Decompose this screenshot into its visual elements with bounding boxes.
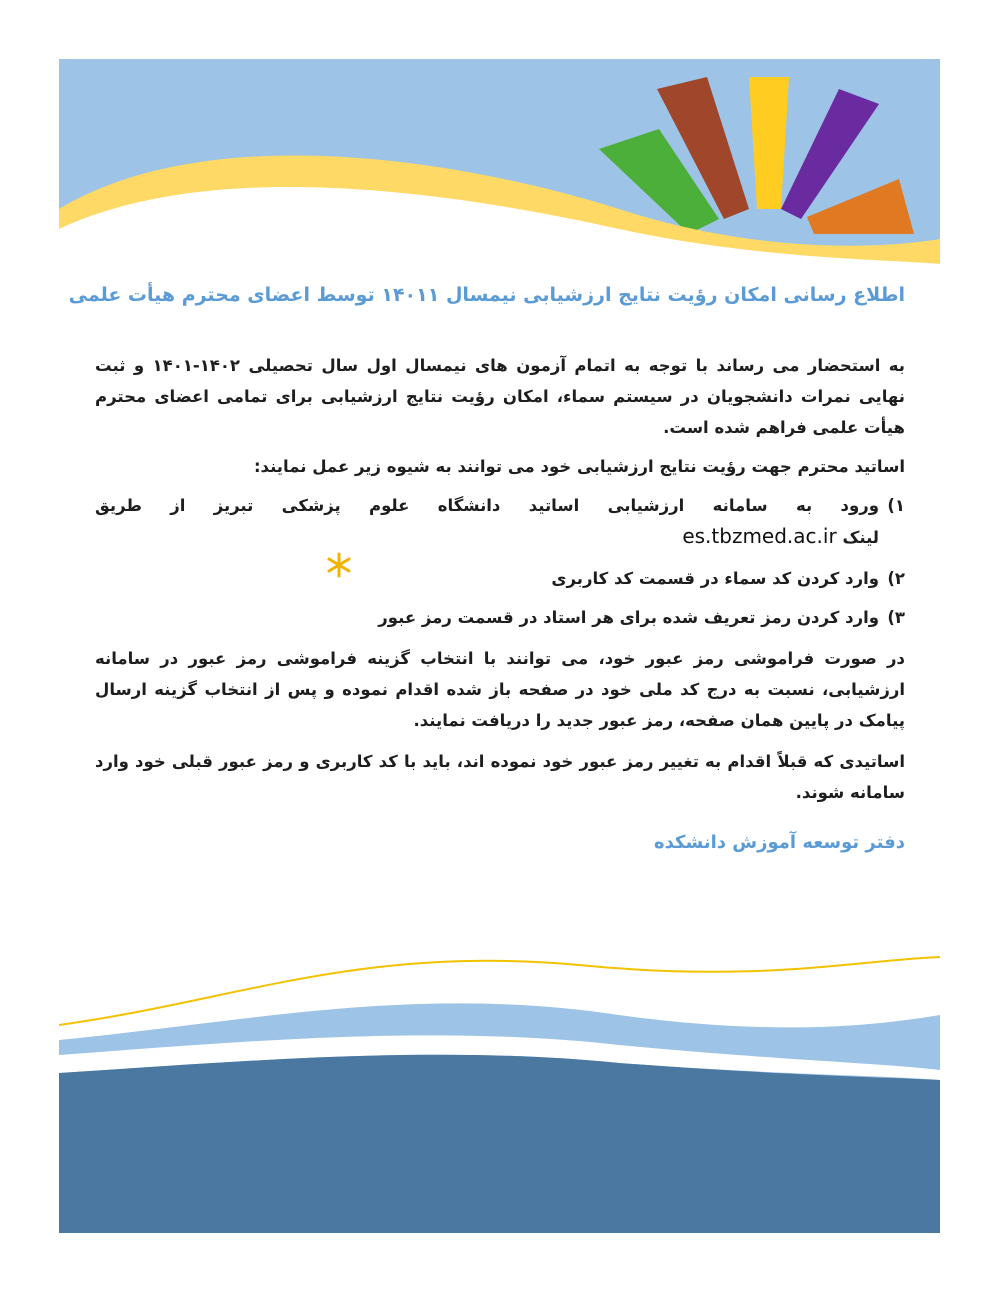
asterisk-icon <box>326 552 352 578</box>
instructions-paragraph: اساتید محترم جهت رؤیت نتایج ارزشیابی خود می توانند به شیوه زیر عمل نمایند: <box>253 457 905 476</box>
password-recovery-paragraph: در صورت فراموشی رمز عبور خود، می توانند با انتخاب گزینه فراموشی رمز عبور در سامانه ارزشیابی، نسبت به درج کد ملی خود در صفحه باز شده اقدام نموده و پس از انتخاب گزینه ارسال پیامک در پایین همان صفحه، رمز عبور جدید را دریافت نمایند. <box>95 649 905 730</box>
dark-blue-wave <box>59 1055 940 1233</box>
signature: دفتر توسعه آموزش دانشکده <box>654 832 905 853</box>
step-text: وارد کردن رمز تعریف شده برای هر استاد در قسمت رمز عبور <box>378 608 879 627</box>
notice-title: اطلاع رسانی امکان رؤیت نتایج ارزشیابی نیمسال ۱۴۰۱۱ توسط اعضای محترم هیأت علمی <box>68 284 905 306</box>
step-number: ۲) <box>887 569 905 588</box>
changed-password-paragraph: اساتیدی که قبلاً اقدام به تغییر رمز عبور خود نموده اند، باید با کد کاربری و رمز عبور قبلی خود وارد سامانه شوند. <box>95 752 905 802</box>
link-line <box>95 521 905 553</box>
notice-content <box>68 270 905 860</box>
step-1 <box>95 490 905 521</box>
footer-banner <box>59 945 940 1233</box>
step-3 <box>95 602 905 633</box>
step-number: ۱) <box>887 496 905 515</box>
step-2 <box>95 563 905 594</box>
step-text: ورود به سامانه ارزشیابی اساتید دانشگاه علوم پزشکی تبریز از طریق <box>95 496 879 515</box>
link-prefix: لینک <box>842 528 879 547</box>
intro-paragraph: به استحضار می رساند با توجه به اتمام آزمون های نیمسال اول سال تحصیلی ۱۴۰۲-۱۴۰۱ و ثبت نهایی نمرات دانشجویان در سیستم سماء، امکان رؤیت نتایج ارزشیابی برای تمامی اعضای محترم هیأت علمی فراهم شده است. <box>95 356 905 437</box>
header-banner <box>59 59 940 269</box>
step-number: ۳) <box>887 608 905 627</box>
evaluation-system-link[interactable]: es.tbzmed.ac.ir <box>682 524 837 548</box>
step-text: وارد کردن کد سماء در قسمت کد کاربری <box>551 569 879 588</box>
